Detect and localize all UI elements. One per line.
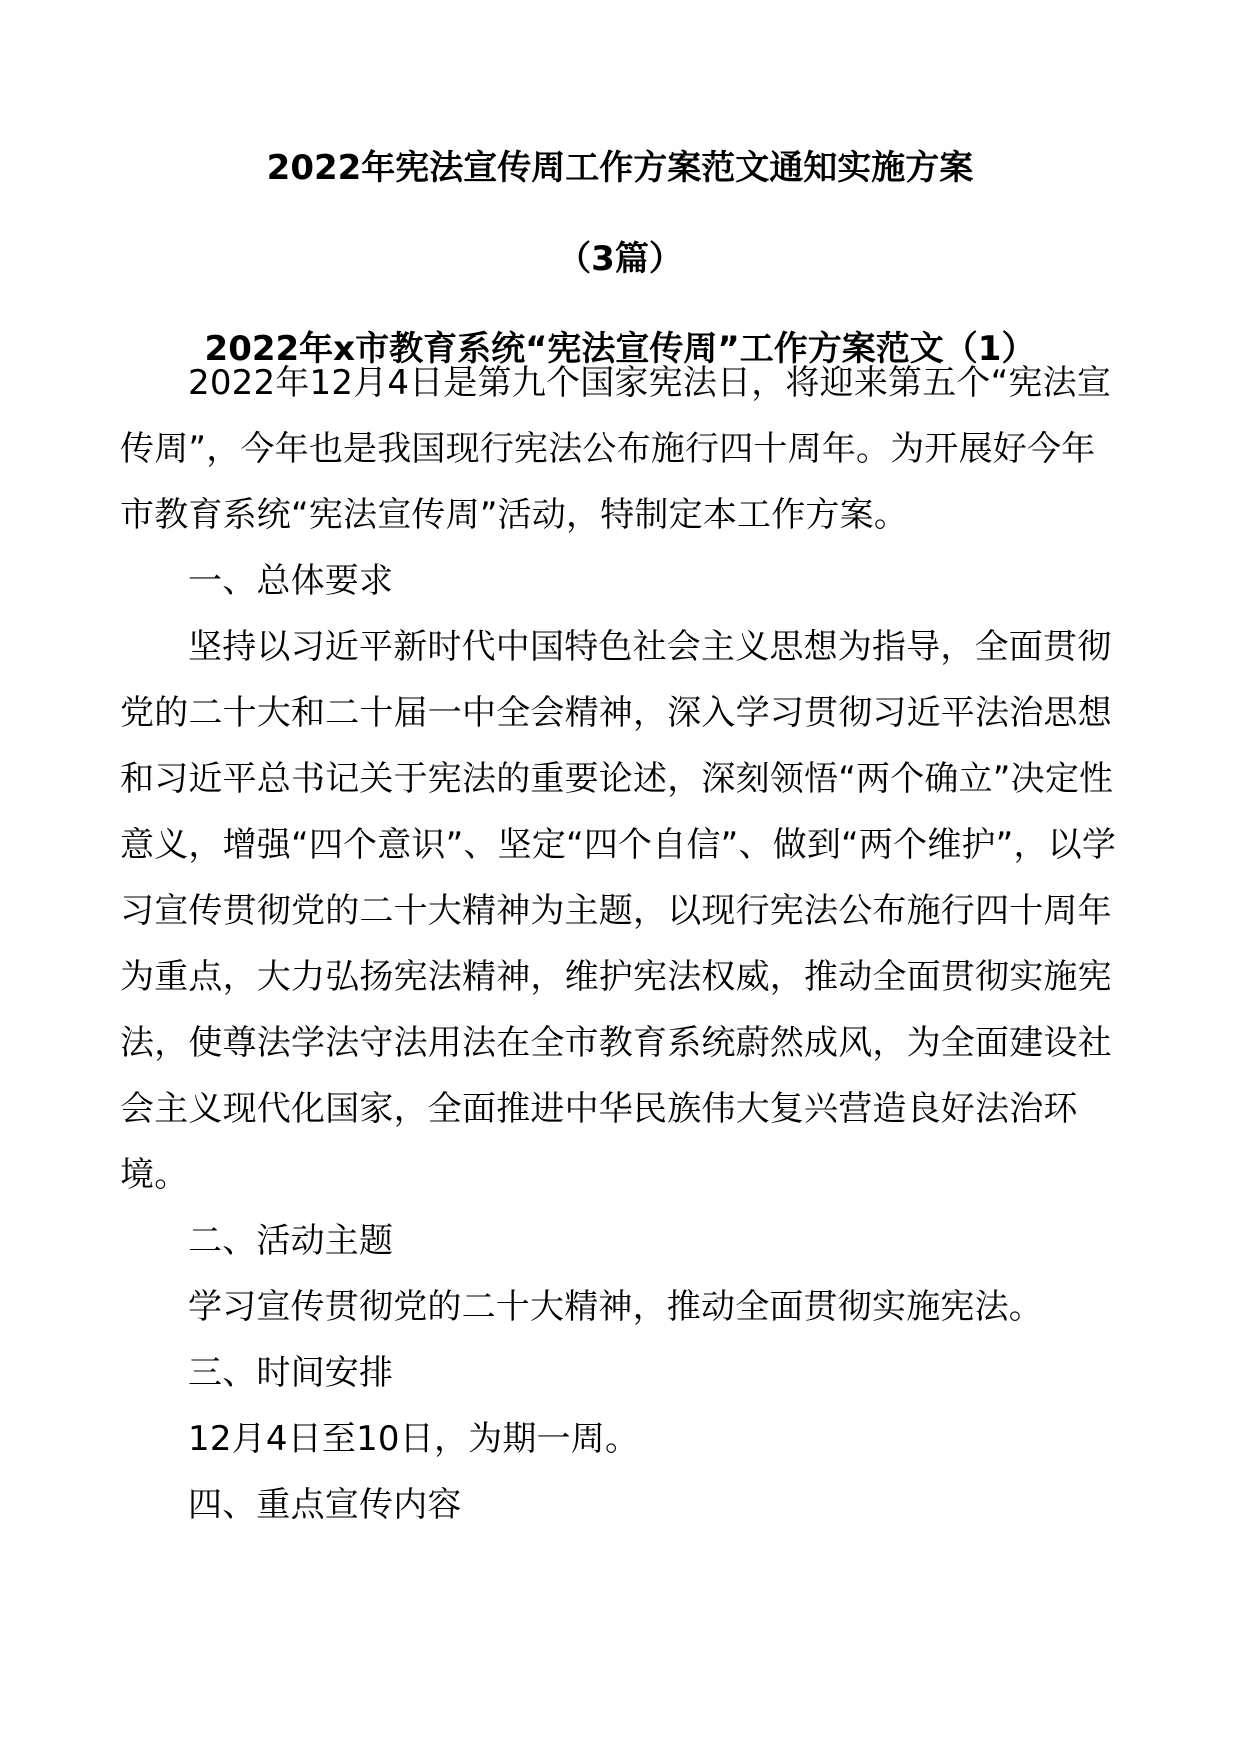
document-body [120,350,1120,1538]
document-title-count: （3篇） [557,239,683,279]
activity-theme-paragraph: 学习宣传贯彻党的二十大精神，推动全面贯彻实施宪法。 [188,1287,1043,1327]
schedule-paragraph: 12月4日至10日，为期一周。 [188,1419,640,1459]
section-heading-schedule: 三、时间安排 [188,1353,394,1393]
document-subtitle: 2022年x市教育系统“宪法宣传周”工作方案范文（1） [204,329,1036,369]
section-heading-key-content: 四、重点宣传内容 [188,1485,462,1525]
section-heading-general-requirements: 一、总体要求 [188,561,394,601]
general-requirements-paragraph: 坚持以习近平新时代中国特色社会主义思想为指导，全面贯彻党的二十大和二十届一中全会精神，深入学习贯彻习近平法治思想和习近平总书记关于宪法的重要论述，深刻领悟“两个确立”决定性意义，增强“四个意识”、坚定“四个自信”、做到“两个维护”，以学习宣传贯彻党的二十大精神为主题，以现行宪法公布施行四十周年为重点，大力弘扬宪法精神，维护宪法权威，推动全面贯彻实施宪法，使尊法学法守法用法在全市教育系统蔚然成风，为全面建设社会主义现代化国家，全面推进中华民族伟大复兴营造良好法治环境。 [120,627,1117,1195]
section-heading-activity-theme: 二、活动主题 [188,1221,394,1261]
intro-paragraph: 2022年12月4日是第九个国家宪法日，将迎来第五个“宪法宣传周”，今年也是我国现行宪法公布施行四十周年。为开展好今年市教育系统“宪法宣传周”活动，特制定本工作方案。 [120,363,1112,535]
document-title: 2022年宪法宣传周工作方案范文通知实施方案 [266,148,974,188]
